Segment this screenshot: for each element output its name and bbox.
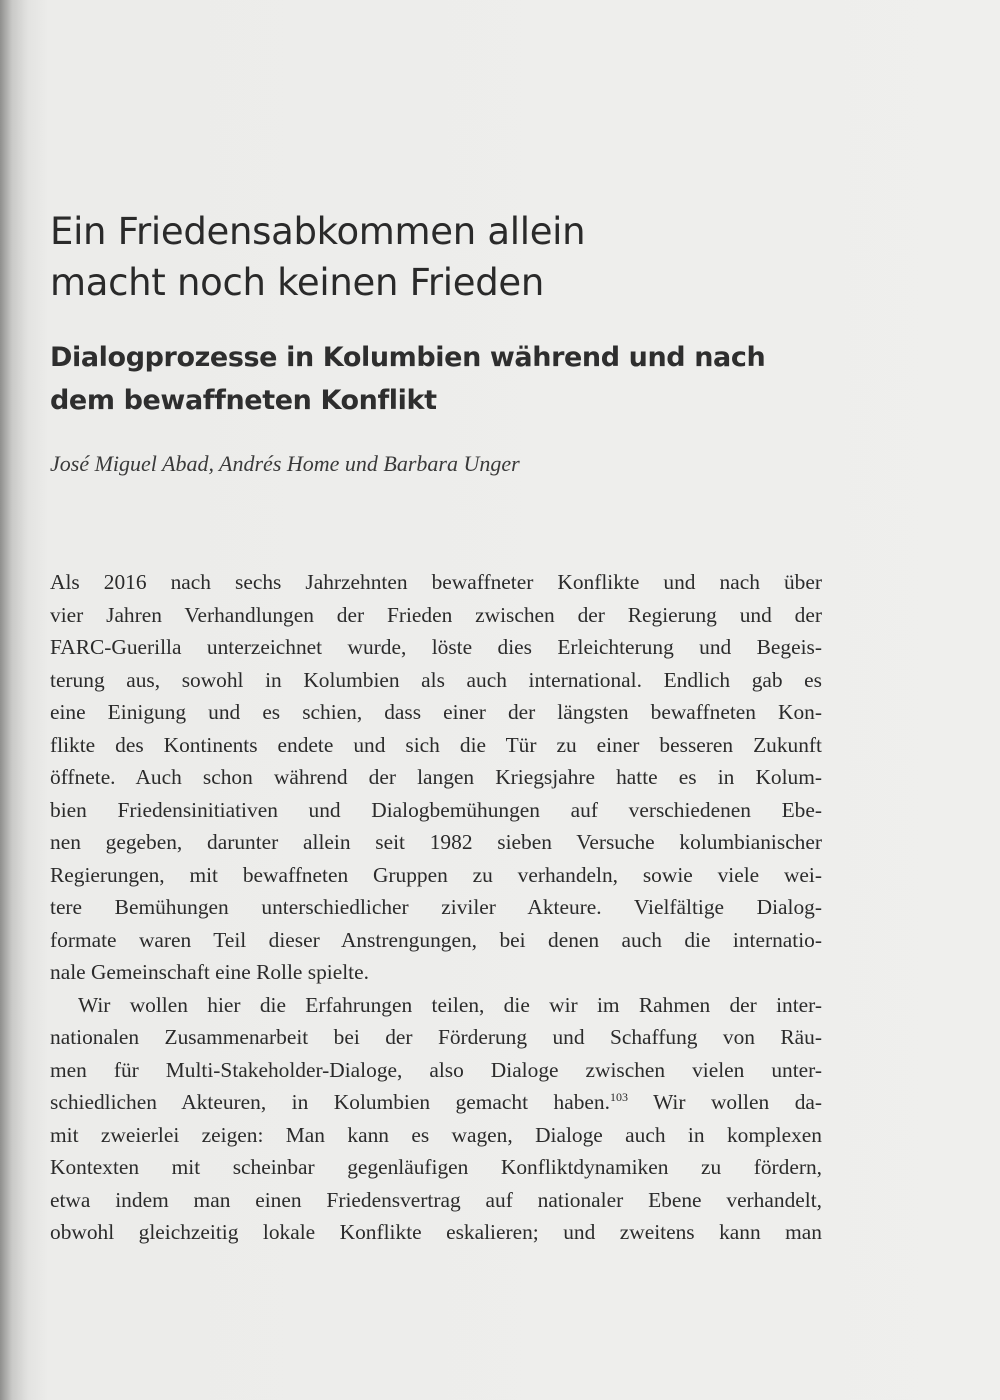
text-line: Wir wollen hier die Erfahrungen teilen, die wir im Rahmen der inter-	[78, 992, 822, 1017]
author-byline: José Miguel Abad, Andrés Home und Barbara Unger	[50, 451, 520, 476]
text-line: obwohl gleichzeitig lokale Konflikte eskalieren; und zweitens kann man	[50, 1220, 822, 1244]
footnote-marker: 103	[609, 1089, 628, 1104]
chapter-subtitle	[50, 336, 850, 422]
paragraph-2	[50, 989, 822, 1249]
text-line: mit zweierlei zeigen: Man kann es wagen, Dialoge auch in komplexen	[50, 1122, 822, 1147]
text-line: Regierungen, mit bewaffneten Gruppen zu verhandeln, sowie viele wei-	[50, 862, 822, 887]
text-line: bien Friedensinitiativen und Dialogbemühungen auf verschiedenen Ebe-	[50, 797, 822, 822]
chapter-title	[50, 206, 810, 308]
text-line: etwa indem man einen Friedensvertrag auf nationaler Ebene verhandelt,	[50, 1187, 822, 1212]
text-segment: schiedlichen Akteuren, in Kolumbien gemacht haben.	[50, 1090, 610, 1114]
text-line: eine Einigung und es schien, dass einer der längsten bewaffneten Kon-	[50, 700, 822, 724]
text-line: öffnete. Auch schon während der langen Kriegsjahre hatte es in Kolum-	[50, 765, 822, 789]
text-line: vier Jahren Verhandlungen der Frieden zwischen der Regierung und der	[50, 602, 822, 627]
text-line: nale Gemeinschaft eine Rolle spielte.	[50, 960, 369, 984]
text-line: Als 2016 nach sechs Jahrzehnten bewaffneter Konflikte und nach über	[50, 570, 822, 594]
chapter-subtitle-line-1: Dialogprozesse in Kolumbien während und nach	[50, 342, 766, 373]
text-line: nen gegeben, darunter allein seit 1982 sieben Versuche kolumbianischer	[50, 830, 822, 854]
text-line: tere Bemühungen unterschiedlicher ziviler Akteure. Vielfältige Dialog-	[50, 895, 822, 919]
text-line: nationalen Zusammenarbeit bei der Förderung und Schaffung von Räu-	[50, 1025, 822, 1049]
text-line: FARC-Guerilla unterzeichnet wurde, löste dies Erleichterung und Begeis-	[50, 635, 822, 659]
paragraph-1	[50, 566, 822, 989]
body-text	[50, 566, 822, 1249]
text-segment: Wir wollen da-	[627, 1090, 823, 1114]
text-line-with-footnote	[50, 1086, 822, 1119]
chapter-subtitle-line-2: dem bewaffneten Konflikt	[50, 385, 437, 416]
chapter-title-line-1: Ein Friedensabkommen allein	[50, 210, 586, 253]
text-line: terung aus, sowohl in Kolumbien als auch international. Endlich gab es	[50, 667, 822, 692]
text-line: formate waren Teil dieser Anstrengungen, bei denen auch die internatio-	[50, 927, 822, 952]
text-line: flikte des Kontinents endete und sich die Tür zu einer besseren Zukunft	[50, 732, 822, 757]
chapter-title-line-2: macht noch keinen Frieden	[50, 261, 545, 304]
text-line: men für Multi-Stakeholder-Dialoge, also Dialoge zwischen vielen unter-	[50, 1057, 822, 1082]
text-line: Kontexten mit scheinbar gegenläufigen Konfliktdynamiken zu fördern,	[50, 1155, 822, 1179]
